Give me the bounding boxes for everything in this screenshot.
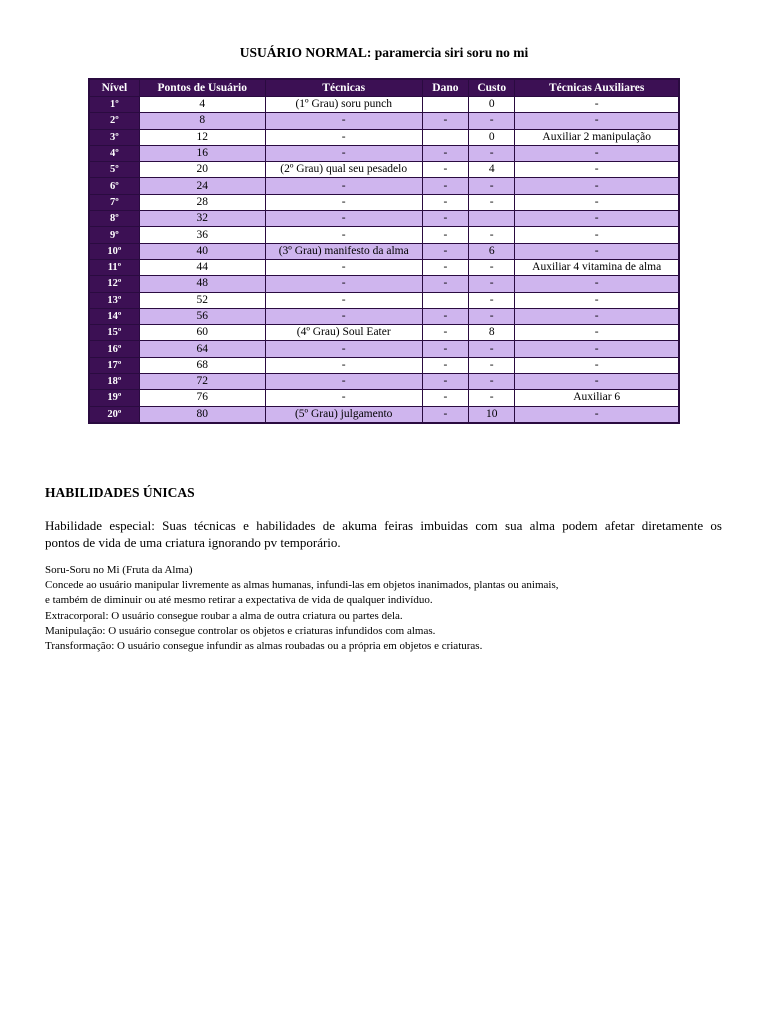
table-row	[89, 406, 679, 423]
cell-tecnicas: -	[265, 357, 422, 373]
cell-nivel: 4º	[89, 145, 139, 161]
cell-custo: -	[469, 178, 515, 194]
cell-tecnicas-auxiliares: -	[515, 308, 679, 324]
table-row	[89, 390, 679, 406]
table-row	[89, 276, 679, 292]
cell-tecnicas-auxiliares: Auxiliar 6	[515, 390, 679, 406]
cell-pontos: 8	[139, 113, 265, 129]
table-row	[89, 178, 679, 194]
table-header-row	[89, 79, 679, 97]
cell-tecnicas: -	[265, 259, 422, 275]
cell-tecnicas-auxiliares: -	[515, 178, 679, 194]
cell-dano: -	[422, 211, 468, 227]
cell-dano: -	[422, 325, 468, 341]
cell-custo: 10	[469, 406, 515, 423]
cell-nivel: 3º	[89, 129, 139, 145]
cell-nivel: 12º	[89, 276, 139, 292]
cell-pontos: 60	[139, 325, 265, 341]
cell-tecnicas-auxiliares: -	[515, 292, 679, 308]
cell-pontos: 4	[139, 97, 265, 113]
cell-pontos: 48	[139, 276, 265, 292]
cell-tecnicas-auxiliares: Auxiliar 2 manipulação	[515, 129, 679, 145]
cell-tecnicas: (5º Grau) julgamento	[265, 406, 422, 423]
cell-custo	[469, 211, 515, 227]
cell-dano: -	[422, 227, 468, 243]
cell-pontos: 52	[139, 292, 265, 308]
cell-nivel: 7º	[89, 194, 139, 210]
table-row	[89, 374, 679, 390]
cell-tecnicas: (3º Grau) manifesto da alma	[265, 243, 422, 259]
cell-custo: 6	[469, 243, 515, 259]
cell-tecnicas-auxiliares: -	[515, 211, 679, 227]
cell-nivel: 1º	[89, 97, 139, 113]
cell-tecnicas: -	[265, 194, 422, 210]
table-row	[89, 162, 679, 178]
cell-dano	[422, 292, 468, 308]
fruit-ability-transformacao: Transformação: O usuário consegue infundir as almas roubadas ou a própria em objetos e criaturas.	[45, 640, 483, 653]
cell-tecnicas-auxiliares: -	[515, 325, 679, 341]
cell-custo: -	[469, 145, 515, 161]
table-row	[89, 325, 679, 341]
cell-tecnicas-auxiliares: -	[515, 357, 679, 373]
cell-nivel: 20º	[89, 406, 139, 423]
cell-dano: -	[422, 308, 468, 324]
table-row	[89, 194, 679, 210]
cell-tecnicas-auxiliares: -	[515, 194, 679, 210]
cell-custo: 4	[469, 162, 515, 178]
cell-tecnicas-auxiliares: Auxiliar 4 vitamina de alma	[515, 259, 679, 275]
cell-custo: -	[469, 276, 515, 292]
cell-nivel: 13º	[89, 292, 139, 308]
cell-custo: 8	[469, 325, 515, 341]
cell-dano	[422, 129, 468, 145]
cell-nivel: 14º	[89, 308, 139, 324]
cell-dano: -	[422, 357, 468, 373]
cell-dano: -	[422, 178, 468, 194]
cell-dano: -	[422, 145, 468, 161]
cell-pontos: 44	[139, 259, 265, 275]
cell-custo: -	[469, 357, 515, 373]
cell-tecnicas: -	[265, 308, 422, 324]
cell-dano: -	[422, 194, 468, 210]
header-nivel: Nível	[89, 79, 139, 97]
fruit-description-line: e também de diminuir ou até mesmo retirar a expectativa de vida de qualquer indivíduo.	[45, 594, 433, 607]
cell-pontos: 64	[139, 341, 265, 357]
cell-dano: -	[422, 406, 468, 423]
cell-pontos: 68	[139, 357, 265, 373]
cell-pontos: 72	[139, 374, 265, 390]
table-row	[89, 357, 679, 373]
cell-pontos: 40	[139, 243, 265, 259]
cell-nivel: 9º	[89, 227, 139, 243]
cell-nivel: 2º	[89, 113, 139, 129]
cell-custo: -	[469, 194, 515, 210]
fruit-ability-manipulacao: Manipulação: O usuário consegue controlar os objetos e criaturas infundidos com almas.	[45, 624, 436, 637]
cell-tecnicas-auxiliares: -	[515, 276, 679, 292]
cell-dano	[422, 97, 468, 113]
level-progression-table	[88, 78, 680, 424]
table-body	[89, 97, 679, 423]
cell-dano: -	[422, 341, 468, 357]
table-row	[89, 227, 679, 243]
cell-nivel: 11º	[89, 259, 139, 275]
cell-tecnicas: -	[265, 341, 422, 357]
cell-tecnicas: -	[265, 374, 422, 390]
header-custo: Custo	[469, 79, 515, 97]
cell-nivel: 18º	[89, 374, 139, 390]
cell-tecnicas-auxiliares: -	[515, 341, 679, 357]
page-title: USUÁRIO NORMAL: paramercia siri soru no mi	[239, 45, 529, 60]
cell-tecnicas-auxiliares: -	[515, 374, 679, 390]
cell-tecnicas-auxiliares: -	[515, 145, 679, 161]
header-tecnicas: Técnicas	[265, 79, 422, 97]
fruit-description-line: Concede ao usuário manipular livremente as almas humanas, infundi-las em objetos inanimados, plantas ou animais,	[45, 579, 559, 592]
cell-dano: -	[422, 162, 468, 178]
cell-nivel: 5º	[89, 162, 139, 178]
header-tecnicas-auxiliares: Técnicas Auxiliares	[515, 79, 679, 97]
cell-nivel: 17º	[89, 357, 139, 373]
cell-dano: -	[422, 243, 468, 259]
cell-pontos: 76	[139, 390, 265, 406]
table-row	[89, 341, 679, 357]
cell-tecnicas: -	[265, 227, 422, 243]
special-ability-paragraph	[45, 517, 722, 551]
cell-custo: -	[469, 390, 515, 406]
cell-tecnicas: (1º Grau) soru punch	[265, 97, 422, 113]
cell-nivel: 15º	[89, 325, 139, 341]
cell-tecnicas-auxiliares: -	[515, 97, 679, 113]
cell-dano: -	[422, 374, 468, 390]
cell-custo: -	[469, 113, 515, 129]
cell-nivel: 8º	[89, 211, 139, 227]
table-row	[89, 113, 679, 129]
table-row	[89, 145, 679, 161]
cell-custo: -	[469, 292, 515, 308]
cell-tecnicas: -	[265, 129, 422, 145]
cell-tecnicas: (2º Grau) qual seu pesadelo	[265, 162, 422, 178]
cell-custo: -	[469, 341, 515, 357]
cell-custo: 0	[469, 129, 515, 145]
cell-pontos: 32	[139, 211, 265, 227]
cell-tecnicas: -	[265, 211, 422, 227]
cell-nivel: 6º	[89, 178, 139, 194]
cell-pontos: 24	[139, 178, 265, 194]
cell-tecnicas-auxiliares: -	[515, 113, 679, 129]
cell-custo: -	[469, 259, 515, 275]
cell-custo: -	[469, 227, 515, 243]
cell-nivel: 19º	[89, 390, 139, 406]
special-ability-line: pontos de vida de uma criatura ignorando pv temporário.	[45, 535, 341, 550]
cell-tecnicas: -	[265, 113, 422, 129]
table-row	[89, 243, 679, 259]
cell-tecnicas: -	[265, 276, 422, 292]
table-row	[89, 129, 679, 145]
cell-tecnicas-auxiliares: -	[515, 227, 679, 243]
table-row	[89, 308, 679, 324]
special-ability-line: Habilidade especial: Suas técnicas e habilidades de akuma feiras imbuidas com sua alma podem afetar diretamente os	[45, 518, 722, 533]
cell-dano: -	[422, 276, 468, 292]
cell-pontos: 28	[139, 194, 265, 210]
header-pontos-de-usuario: Pontos de Usuário	[139, 79, 265, 97]
header-dano: Dano	[422, 79, 468, 97]
cell-dano: -	[422, 259, 468, 275]
fruit-name: Soru-Soru no Mi (Fruta da Alma)	[45, 564, 193, 576]
fruit-ability-extracorporal: Extracorporal: O usuário consegue roubar a alma de outra criatura ou partes dela.	[45, 609, 403, 622]
cell-pontos: 56	[139, 308, 265, 324]
cell-pontos: 80	[139, 406, 265, 423]
cell-tecnicas-auxiliares: -	[515, 162, 679, 178]
section-heading: HABILIDADES ÚNICAS	[45, 485, 195, 500]
cell-tecnicas-auxiliares: -	[515, 406, 679, 423]
cell-dano: -	[422, 113, 468, 129]
cell-tecnicas: -	[265, 178, 422, 194]
cell-custo: 0	[469, 97, 515, 113]
cell-pontos: 36	[139, 227, 265, 243]
cell-nivel: 16º	[89, 341, 139, 357]
cell-tecnicas: (4º Grau) Soul Eater	[265, 325, 422, 341]
cell-custo: -	[469, 308, 515, 324]
cell-pontos: 20	[139, 162, 265, 178]
cell-tecnicas: -	[265, 292, 422, 308]
fruit-description	[45, 563, 559, 654]
cell-tecnicas: -	[265, 145, 422, 161]
table-row	[89, 259, 679, 275]
cell-tecnicas-auxiliares: -	[515, 243, 679, 259]
table-row	[89, 211, 679, 227]
table-row	[89, 97, 679, 113]
cell-pontos: 12	[139, 129, 265, 145]
cell-dano: -	[422, 390, 468, 406]
table-row	[89, 292, 679, 308]
cell-pontos: 16	[139, 145, 265, 161]
cell-custo: -	[469, 374, 515, 390]
cell-tecnicas: -	[265, 390, 422, 406]
cell-nivel: 10º	[89, 243, 139, 259]
